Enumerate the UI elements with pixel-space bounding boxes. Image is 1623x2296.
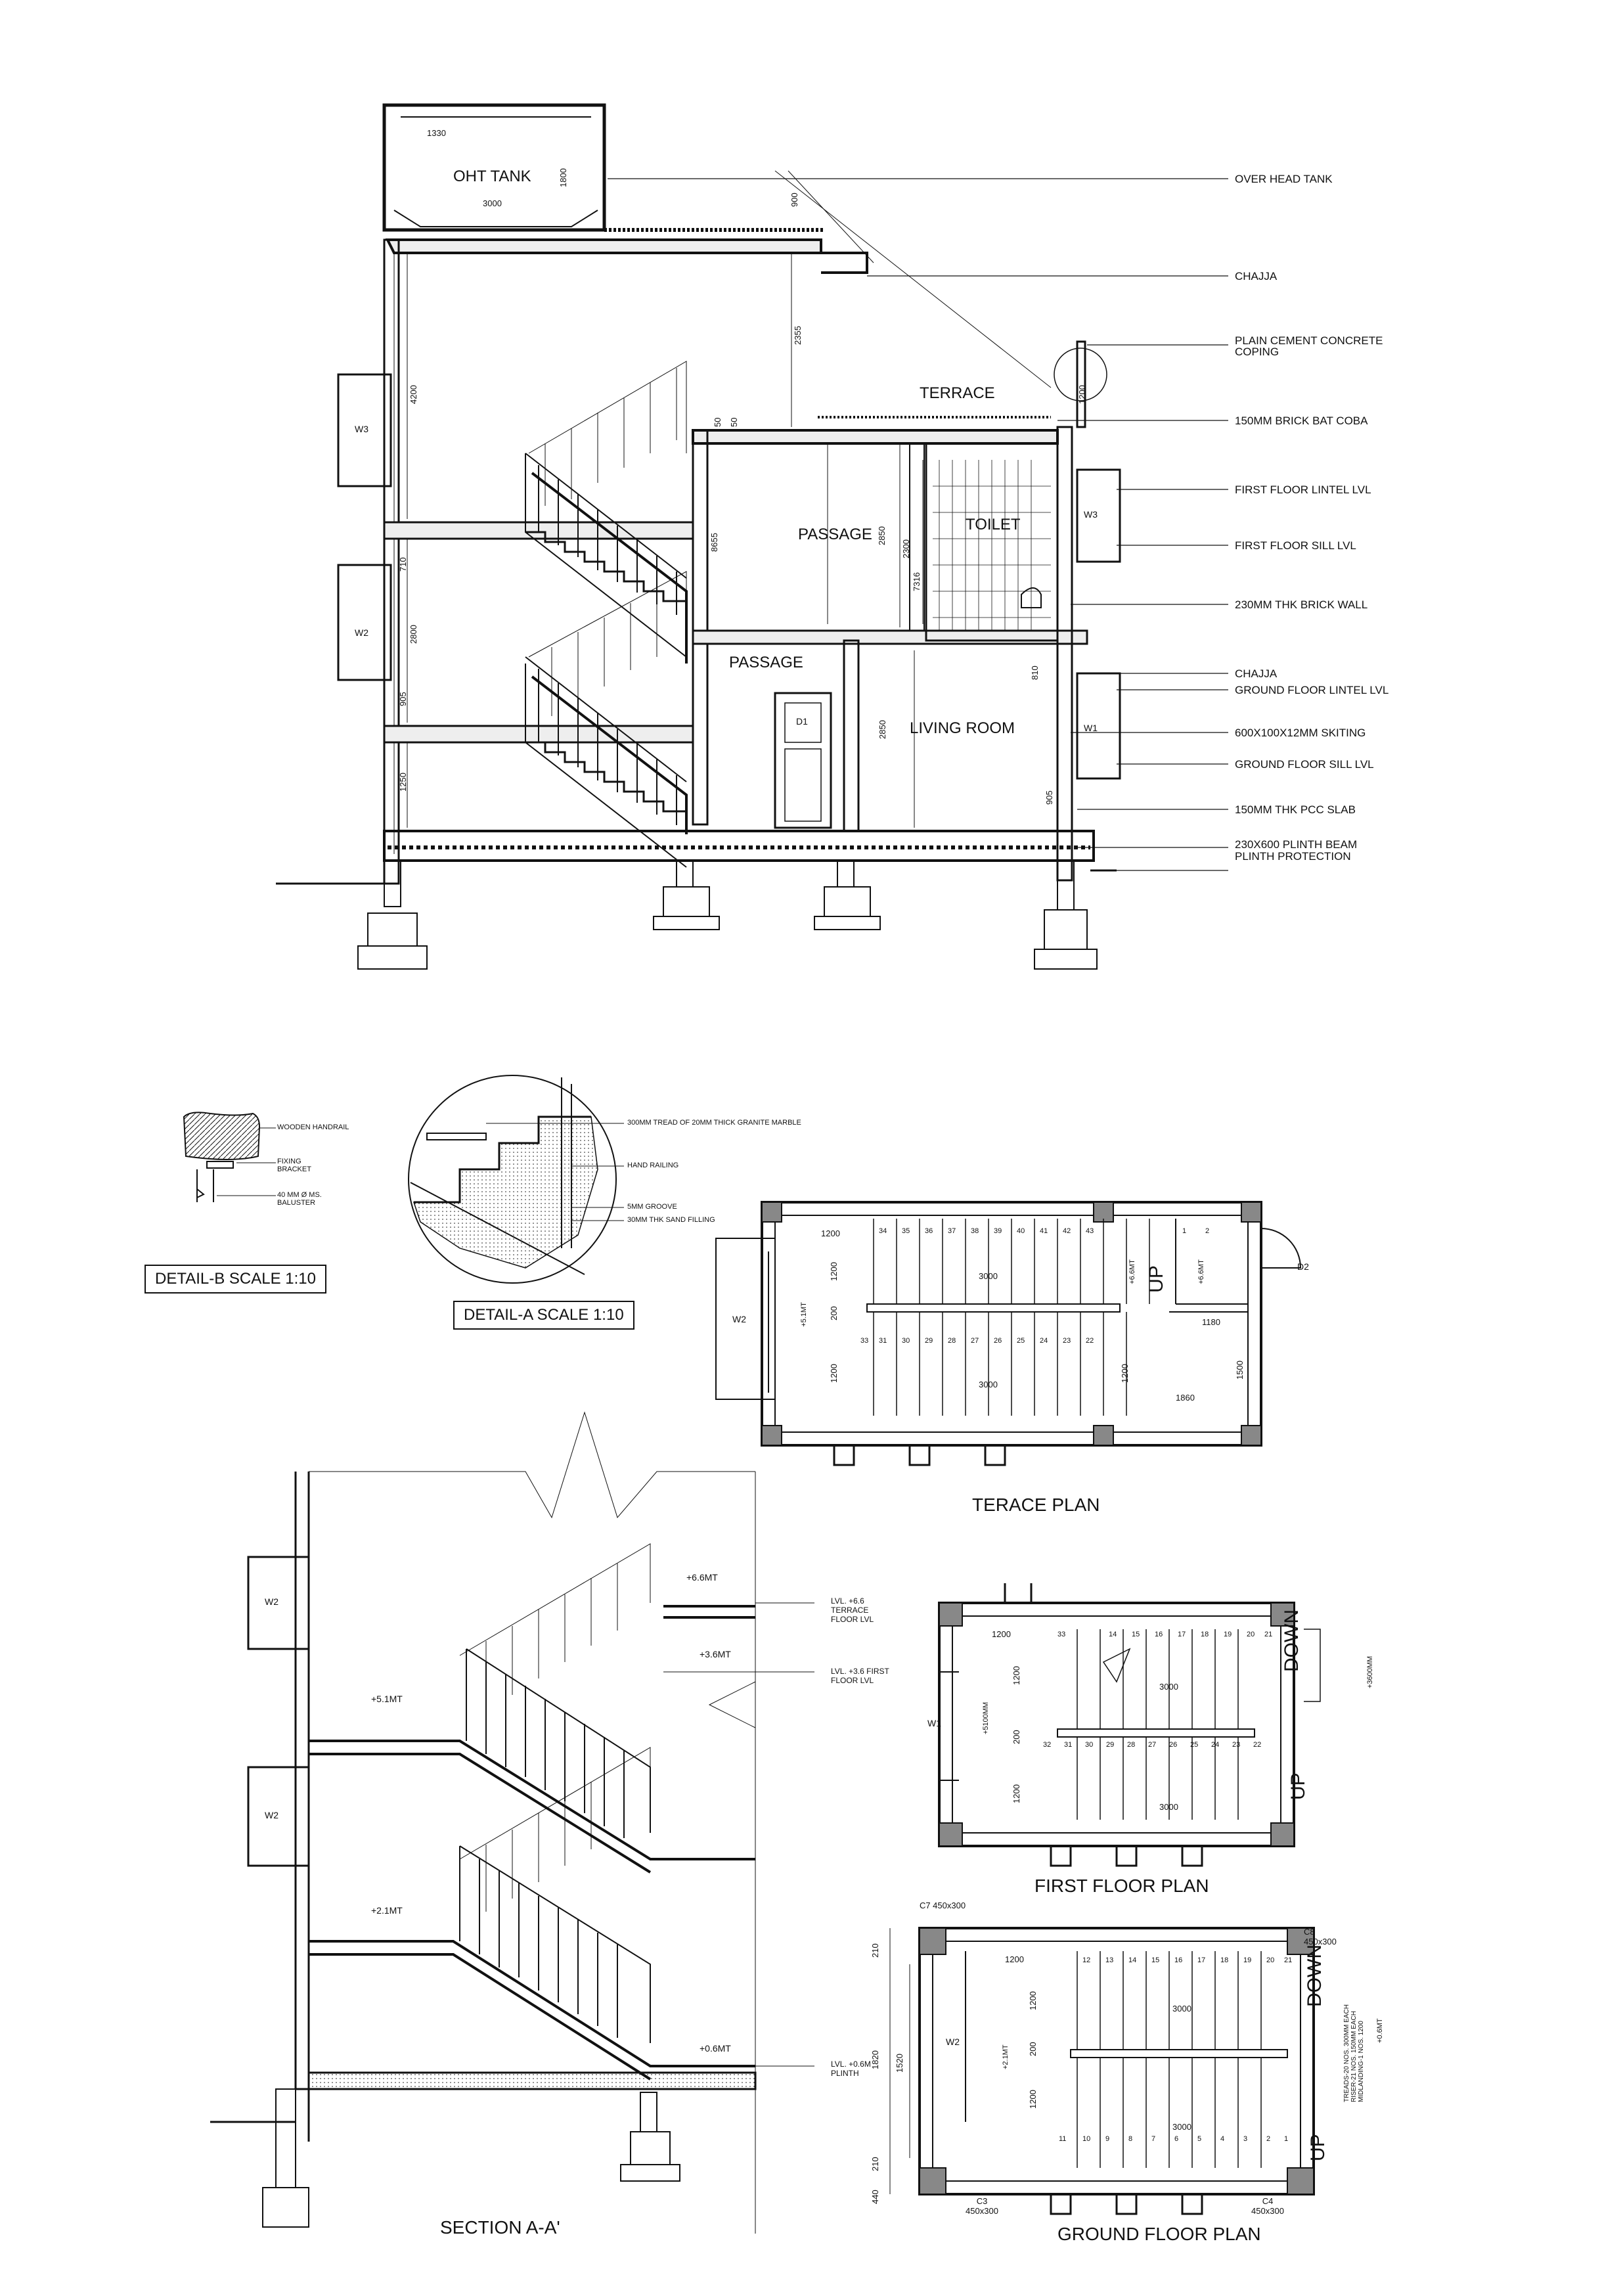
first-floor-step-20: 20 [1247, 1631, 1255, 1638]
first-floor-step-27: 27 [1148, 1741, 1157, 1749]
section-aa-tag-w2-upper: W2 [265, 1596, 278, 1607]
terrace-step-34: 34 [879, 1227, 887, 1235]
ground-floor-plan-shape [890, 1928, 1314, 2214]
first-floor-step-28: 28 [1127, 1741, 1136, 1749]
first-floor-step-16: 16 [1155, 1631, 1163, 1638]
terrace-step-38: 38 [971, 1227, 979, 1235]
dim-710: 710 [398, 557, 408, 572]
tag-d1: D1 [796, 716, 808, 727]
dim-810: 810 [1030, 665, 1040, 680]
terrace-tag-w2: W2 [732, 1314, 746, 1324]
ground-floor-step-14: 14 [1128, 1956, 1137, 1964]
ground-floor-dim-4: 200 [1028, 2042, 1038, 2056]
terrace-dim-8: 1180 [1202, 1317, 1220, 1327]
room-toilet: TOILET [966, 516, 1021, 533]
section-aa-lvl-plinth: LVL. +0.6M PLINTH [831, 2060, 871, 2078]
dim-2850a: 2850 [877, 526, 887, 545]
terrace-step-37: 37 [948, 1227, 956, 1235]
terrace-dim-6: 3000 [979, 1380, 998, 1389]
first-floor-step-33: 33 [1057, 1631, 1066, 1638]
first-floor-step-15: 15 [1132, 1631, 1140, 1638]
first-floor-step-32: 32 [1043, 1741, 1052, 1749]
detail-a [409, 1075, 624, 1283]
terrace-step-35: 35 [902, 1227, 910, 1235]
terrace-dim-1: 1200 [821, 1228, 840, 1238]
terrace-step-29: 29 [925, 1337, 933, 1345]
callout-brick-wall: 230MM THK BRICK WALL [1235, 598, 1368, 611]
first-floor-step-19: 19 [1224, 1631, 1232, 1638]
room-oht-tank: OHT TANK [453, 168, 531, 185]
terrace-step-33: 33 [860, 1337, 869, 1345]
first-floor-tag-w1: W1 [927, 1718, 941, 1728]
tag-w2-left: W2 [355, 627, 368, 638]
room-living-room: LIVING ROOM [910, 719, 1015, 737]
ground-floor-dim-3: 3000 [1172, 2004, 1191, 2014]
terrace-step-39: 39 [994, 1227, 1002, 1235]
dim-1800: 1800 [558, 168, 568, 187]
terrace-plan-title: TERACE PLAN [972, 1495, 1100, 1515]
first-floor-level-5100: +5100MM [982, 1701, 990, 1734]
first-floor-plan-title: FIRST FLOOR PLAN [1034, 1876, 1209, 1896]
callout-chajja-lower: CHAJJA [1235, 667, 1278, 680]
terrace-step-2: 2 [1205, 1227, 1210, 1235]
terrace-step-28: 28 [948, 1337, 956, 1345]
first-floor-dim-1: 1200 [992, 1629, 1011, 1639]
ground-floor-down: DOWN [1304, 1945, 1325, 2007]
column-c4: C4 450x300 [1251, 2196, 1284, 2216]
section-aa-level-66: +6.6MT [686, 1572, 718, 1583]
first-floor-level-3600: +3600MM [1366, 1655, 1374, 1688]
dim-3000: 3000 [483, 198, 502, 208]
ground-floor-step-12: 12 [1082, 1956, 1091, 1964]
terrace-step-43: 43 [1086, 1227, 1094, 1235]
ground-floor-step-13: 13 [1105, 1956, 1114, 1964]
callout-ground-floor-lintel: GROUND FLOOR LINTEL LVL [1235, 684, 1389, 696]
first-floor-step-18: 18 [1201, 1631, 1209, 1638]
section-aa-tag-w2-lower: W2 [265, 1810, 278, 1820]
ground-floor-step-6: 6 [1174, 2135, 1179, 2143]
ground-floor-note: TREADS-20 NOS. 300MM EACH RISER-21 NOS. 150MM EACH MIDLANDING-1 NOS. 1200 [1343, 2004, 1365, 2102]
dim-2300: 2300 [901, 539, 911, 558]
ground-floor-dim-6: 3000 [1172, 2122, 1191, 2132]
detail-b-note-baluster: 40 MM Ø MS. BALUSTER [277, 1191, 322, 1207]
dim-905a: 905 [398, 692, 408, 706]
terrace-tag-d2: D2 [1297, 1261, 1309, 1272]
terrace-step-31: 31 [879, 1337, 887, 1345]
ground-floor-dim-1: 1200 [1005, 1954, 1024, 1964]
ground-floor-dim-2: 1200 [1028, 1991, 1038, 2010]
ground-floor-step-4: 4 [1220, 2135, 1225, 2143]
terrace-step-36: 36 [925, 1227, 933, 1235]
terrace-dim-2: 1200 [829, 1262, 839, 1281]
terrace-up-label: UP [1145, 1265, 1167, 1293]
terrace-step-40: 40 [1017, 1227, 1025, 1235]
ground-floor-plan-title: GROUND FLOOR PLAN [1057, 2224, 1261, 2244]
ground-floor-step-19: 19 [1243, 1956, 1252, 1964]
tag-w3-left: W3 [355, 424, 368, 434]
section-aa-lvl-terrace: LVL. +6.6 TERRACE FLOOR LVL [831, 1596, 874, 1624]
ground-floor-step-9: 9 [1105, 2135, 1110, 2143]
first-floor-step-29: 29 [1106, 1741, 1115, 1749]
column-c7: C7 450x300 [919, 1901, 966, 1910]
first-floor-step-17: 17 [1178, 1631, 1186, 1638]
ground-floor-step-3: 3 [1243, 2135, 1248, 2143]
detail-b-note-handrail: WOODEN HANDRAIL [277, 1123, 349, 1131]
section-aa-level-21: +2.1MT [371, 1905, 403, 1916]
ground-floor-dim-440: 440 [870, 2190, 880, 2204]
ground-floor-dim-210b: 210 [870, 2157, 880, 2171]
first-floor-dim-4: 200 [1012, 1730, 1021, 1744]
callout-plinth-protection: PLINTH PROTECTION [1235, 850, 1351, 863]
detail-a-note-groove: 5MM GROOVE [627, 1203, 677, 1211]
first-floor-dim-5: 1200 [1012, 1784, 1021, 1803]
dim-8655: 8655 [709, 533, 719, 552]
dim-4200: 4200 [409, 385, 418, 404]
first-floor-step-21: 21 [1264, 1631, 1273, 1638]
first-floor-step-30: 30 [1085, 1741, 1094, 1749]
detail-a-title: DETAIL-A SCALE 1:10 [453, 1301, 634, 1330]
first-floor-dim-3: 3000 [1159, 1682, 1178, 1692]
terrace-level-1: +6.6MT [1128, 1259, 1136, 1284]
ground-floor-step-17: 17 [1197, 1956, 1206, 1964]
dim-7316: 7316 [912, 572, 922, 591]
section-aa-shape [210, 1412, 814, 2234]
section-aa-level-51: +5.1MT [371, 1694, 403, 1704]
ground-floor-dim-1820: 1820 [870, 2050, 880, 2069]
dim-2850b: 2850 [878, 720, 887, 739]
stair-lower [525, 572, 686, 867]
terrace-level-2: +6.6MT [1197, 1259, 1205, 1284]
ground-floor-step-2: 2 [1266, 2135, 1271, 2143]
terrace-step-27: 27 [971, 1337, 979, 1345]
first-floor-plan-shape [939, 1583, 1320, 1866]
terrace-dim-7: 1200 [1120, 1364, 1130, 1383]
room-passage-lower: PASSAGE [729, 654, 803, 671]
ground-floor-step-11: 11 [1059, 2135, 1067, 2143]
terrace-step-22: 22 [1086, 1337, 1094, 1345]
ground-floor-dim-5: 1200 [1028, 2090, 1038, 2109]
dim-1200: 1200 [1077, 385, 1087, 404]
main-section [276, 105, 1228, 969]
terrace-level-3: +5.1MT [799, 1302, 808, 1327]
dim-50a: 50 [713, 417, 723, 427]
detail-a-note-sand: 30MM THK SAND FILLING [627, 1216, 715, 1224]
terrace-step-42: 42 [1063, 1227, 1071, 1235]
ground-floor-up: UP [1307, 2134, 1329, 2161]
ground-floor-dim-210a: 210 [870, 1943, 880, 1958]
ground-floor-step-16: 16 [1174, 1956, 1183, 1964]
section-aa-level-36: +3.6MT [700, 1649, 731, 1659]
callout-skiting: 600X100X12MM SKITING [1235, 727, 1366, 739]
dim-2800: 2800 [409, 625, 418, 644]
terrace-step-1: 1 [1182, 1227, 1187, 1235]
door-d1 [775, 693, 831, 828]
ground-floor-level-06: +0.6MT [1376, 2018, 1384, 2043]
callout-ground-floor-sill: GROUND FLOOR SILL LVL [1235, 758, 1374, 771]
column-c3: C3 450x300 [966, 2196, 998, 2216]
callout-over-head-tank: OVER HEAD TANK [1235, 173, 1333, 185]
detail-b-title: DETAIL-B SCALE 1:10 [145, 1265, 326, 1294]
tag-w1-right: W1 [1084, 723, 1098, 733]
detail-b-note-bracket: FIXING BRACKET [277, 1158, 311, 1173]
dim-900: 900 [789, 192, 799, 207]
detail-b [184, 1112, 276, 1202]
terrace-step-23: 23 [1063, 1337, 1071, 1345]
detail-a-note-tread: 300MM TREAD OF 20MM THICK GRANITE MARBLE [627, 1119, 801, 1127]
ground-floor-step-20: 20 [1266, 1956, 1275, 1964]
column-c8: C8 450x300 [1304, 1927, 1337, 1947]
first-floor-step-24: 24 [1211, 1741, 1220, 1749]
terrace-dim-5: 1200 [829, 1364, 839, 1383]
terrace-step-25: 25 [1017, 1337, 1025, 1345]
callout-plinth-beam: 230X600 PLINTH BEAM [1235, 838, 1358, 851]
terrace-step-41: 41 [1040, 1227, 1048, 1235]
terrace-dim-10: 1860 [1176, 1393, 1195, 1403]
first-floor-step-31: 31 [1064, 1741, 1073, 1749]
stair-upper [525, 361, 686, 664]
callout-first-floor-sill: FIRST FLOOR SILL LVL [1235, 539, 1356, 552]
ground-floor-step-15: 15 [1151, 1956, 1160, 1964]
first-floor-up: UP [1287, 1772, 1309, 1800]
ground-floor-tag-w2: W2 [946, 2037, 960, 2047]
callout-coping: PLAIN CEMENT CONCRETE COPING [1235, 334, 1383, 358]
dim-2355: 2355 [793, 326, 803, 345]
first-floor-step-26: 26 [1169, 1741, 1178, 1749]
terrace-dim-3: 3000 [979, 1271, 998, 1281]
ground-floor-dim-1520: 1520 [895, 2054, 904, 2073]
callout-brick-bat-coba: 150MM BRICK BAT COBA [1235, 415, 1368, 427]
section-aa-lvl-first: LVL. +3.6 FIRST FLOOR LVL [831, 1667, 889, 1685]
ground-floor-step-8: 8 [1128, 2135, 1133, 2143]
ground-floor-step-18: 18 [1220, 1956, 1229, 1964]
ground-floor-step-21: 21 [1284, 1956, 1293, 1964]
terrace-dim-9: 1500 [1235, 1361, 1245, 1380]
first-floor-step-14: 14 [1109, 1631, 1117, 1638]
terrace-dim-4: 200 [829, 1306, 839, 1320]
first-floor-step-23: 23 [1232, 1741, 1241, 1749]
detail-a-note-railing: HAND RAILING [627, 1161, 679, 1169]
ground-floor-step-10: 10 [1082, 2135, 1091, 2143]
callout-chajja-top: CHAJJA [1235, 270, 1278, 282]
dim-905b: 905 [1044, 790, 1054, 805]
first-floor-step-22: 22 [1253, 1741, 1262, 1749]
first-floor-down: DOWN [1281, 1609, 1302, 1672]
room-passage-upper: PASSAGE [798, 526, 872, 543]
section-aa-title: SECTION A-A' [440, 2217, 560, 2238]
terrace-step-30: 30 [902, 1337, 910, 1345]
ground-floor-step-7: 7 [1151, 2135, 1156, 2143]
ground-floor-step-1: 1 [1284, 2135, 1289, 2143]
callout-pcc-slab: 150MM THK PCC SLAB [1235, 803, 1356, 816]
terrace-plan-shape [716, 1202, 1301, 1465]
tag-w3-right: W3 [1084, 509, 1098, 520]
callout-first-floor-lintel: FIRST FLOOR LINTEL LVL [1235, 484, 1371, 496]
ground-floor-level-21: +2.1MT [1002, 2044, 1010, 2069]
dim-1330: 1330 [427, 128, 446, 138]
first-floor-dim-6: 3000 [1159, 1802, 1178, 1812]
dim-1250: 1250 [398, 773, 408, 792]
first-floor-step-25: 25 [1190, 1741, 1199, 1749]
first-floor-dim-2: 1200 [1012, 1666, 1021, 1685]
ground-floor-step-5: 5 [1197, 2135, 1202, 2143]
room-terrace: TERRACE [920, 384, 995, 402]
dim-50b: 50 [729, 417, 739, 427]
terrace-step-24: 24 [1040, 1337, 1048, 1345]
section-aa-level-06: +0.6MT [700, 2043, 731, 2054]
terrace-step-26: 26 [994, 1337, 1002, 1345]
